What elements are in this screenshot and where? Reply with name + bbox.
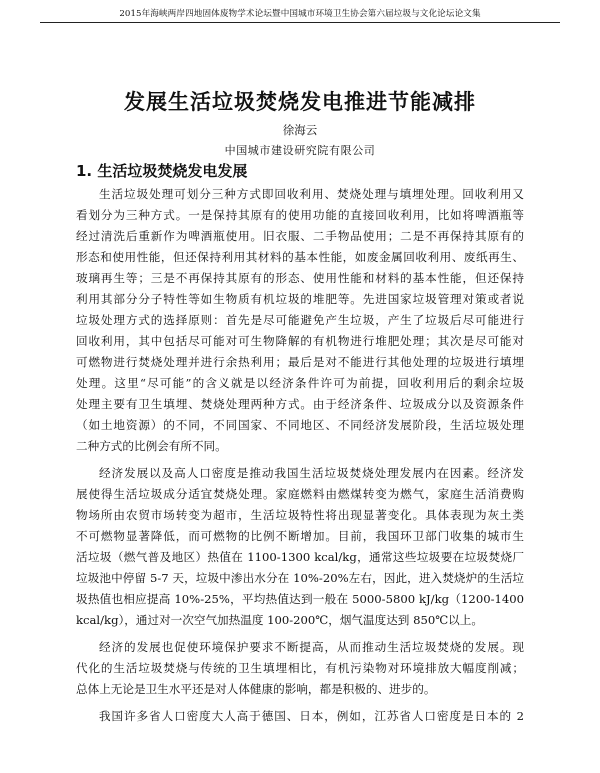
body-text [76,184,524,727]
text-line: 可燃物进行焚烧处理并进行余热利用；最后是对不能进行其他处理的垃圾进行填埋 [76,355,524,369]
text-line: 我国许多省人口密度大人高于德国、日本，例如，江苏省人口密度是日本的 2 [99,709,524,723]
text-line: （如土地资源）的不同，不同国家、不同地区、不同经济发展阶段，生活垃圾处理 [76,418,524,432]
text-line: 总体上无论是卫生水平还是对人体健康的影响，都是积极的、进步的。 [76,682,436,696]
text-line: 形态和使用性能，但还保持利用其材料的基本性能，如废金属回收利用、废纸再生、 [76,250,524,264]
paper-title: 发展生活垃圾焚烧发电推进节能减排 [124,90,476,114]
text-line: 物场所由农贸市场转变为超市，生活垃圾特性将出现显著变化。具体表现为灰土类 [76,508,524,522]
text-line: 处理主要有卫生填埋、焚烧处理两种方式。由于经济条件、垃圾成分以及资源条件 [76,397,524,411]
text-line: kcal/kg），通过对一次空气加热温度 100-200℃，烟气温度达到 850℃以上。 [76,613,483,627]
author-name: 徐海云 [282,123,318,137]
text-line: 垃圾处理方式的选择原则：首先是尽可能避免产生垃圾，产生了垃圾后尽可能进行 [76,313,524,327]
author-affiliation: 中国城市建设研究院有限公司 [224,144,376,157]
text-line: 活垃圾（燃气普及地区）热值在 1100-1300 kcal/kg，通常这些垃圾要在垃圾焚烧厂 [76,550,524,564]
text-line: 生活垃圾处理可划分三种方式即回收利用、焚烧处理与填埋处理。回收利用又 [99,187,524,201]
text-line: 经过清洗后重新作为啤酒瓶使用。旧衣服、二手物品使用；二是不再保持其原有的 [76,229,524,243]
paragraph-4 [76,706,524,727]
text-line: 利用其部分分子特性等如生物质有机垃圾的堆肥等。先进国家垃圾管理对策或者说 [76,292,524,306]
paragraph-3 [76,637,524,700]
text-line: 玻璃再生等；三是不再保持其原有的形态、使用性能和材料的基本性能，但还保持 [76,271,524,285]
text-line: 垃圾池中停留 5-7 天，垃圾中渗出水分在 10%-20%左右，因此，进入焚烧炉的生活垃 [76,571,524,585]
text-line: 代化的生活垃圾焚烧与传统的卫生填埋相比，有机污染物对环境排放大幅度削减； [76,661,524,675]
text-line: 处理。这里“尽可能”的含义就是以经济条件许可为前提，回收利用后的剩余垃圾 [76,376,524,390]
text-line: 回收利用，其中包括尽可能对可生物降解的有机物进行堆肥处理；其次是尽可能对 [76,334,524,348]
text-line: 圾热值也相应提高 10%-25%，平均热值达到一般在 5000-5800 kJ/kg（1200-1400 [76,592,524,606]
paragraph-1 [76,184,524,457]
paragraph-2 [76,463,524,631]
running-header: 2015年海峡两岸四地固体废物学术论坛暨中国城市环境卫生协会第六届垃圾与文化论坛论文集 [40,7,560,23]
text-line: 不可燃物显著降低，而可燃物的比例不断增加。目前，我国环卫部门收集的城市生 [76,529,524,543]
text-line: 二种方式的比例会有所不同。 [76,439,227,453]
text-line: 看划分为三种方式。一是保持其原有的使用功能的直接回收利用，比如将啤酒瓶等 [76,208,524,222]
text-line: 经济发展以及高人口密度是推动我国生活垃圾焚烧处理发展内在因素。经济发 [99,466,524,480]
text-line: 展使得生活垃圾成分适宜焚烧处理。家庭燃料由燃煤转变为燃气，家庭生活消费购 [76,487,524,501]
section-heading: 1. 生活垃圾焚烧发电发展 [76,162,248,180]
text-line: 经济的发展也促使环境保护要求不断提高，从而推动生活垃圾焚烧的发展。现 [99,640,524,654]
